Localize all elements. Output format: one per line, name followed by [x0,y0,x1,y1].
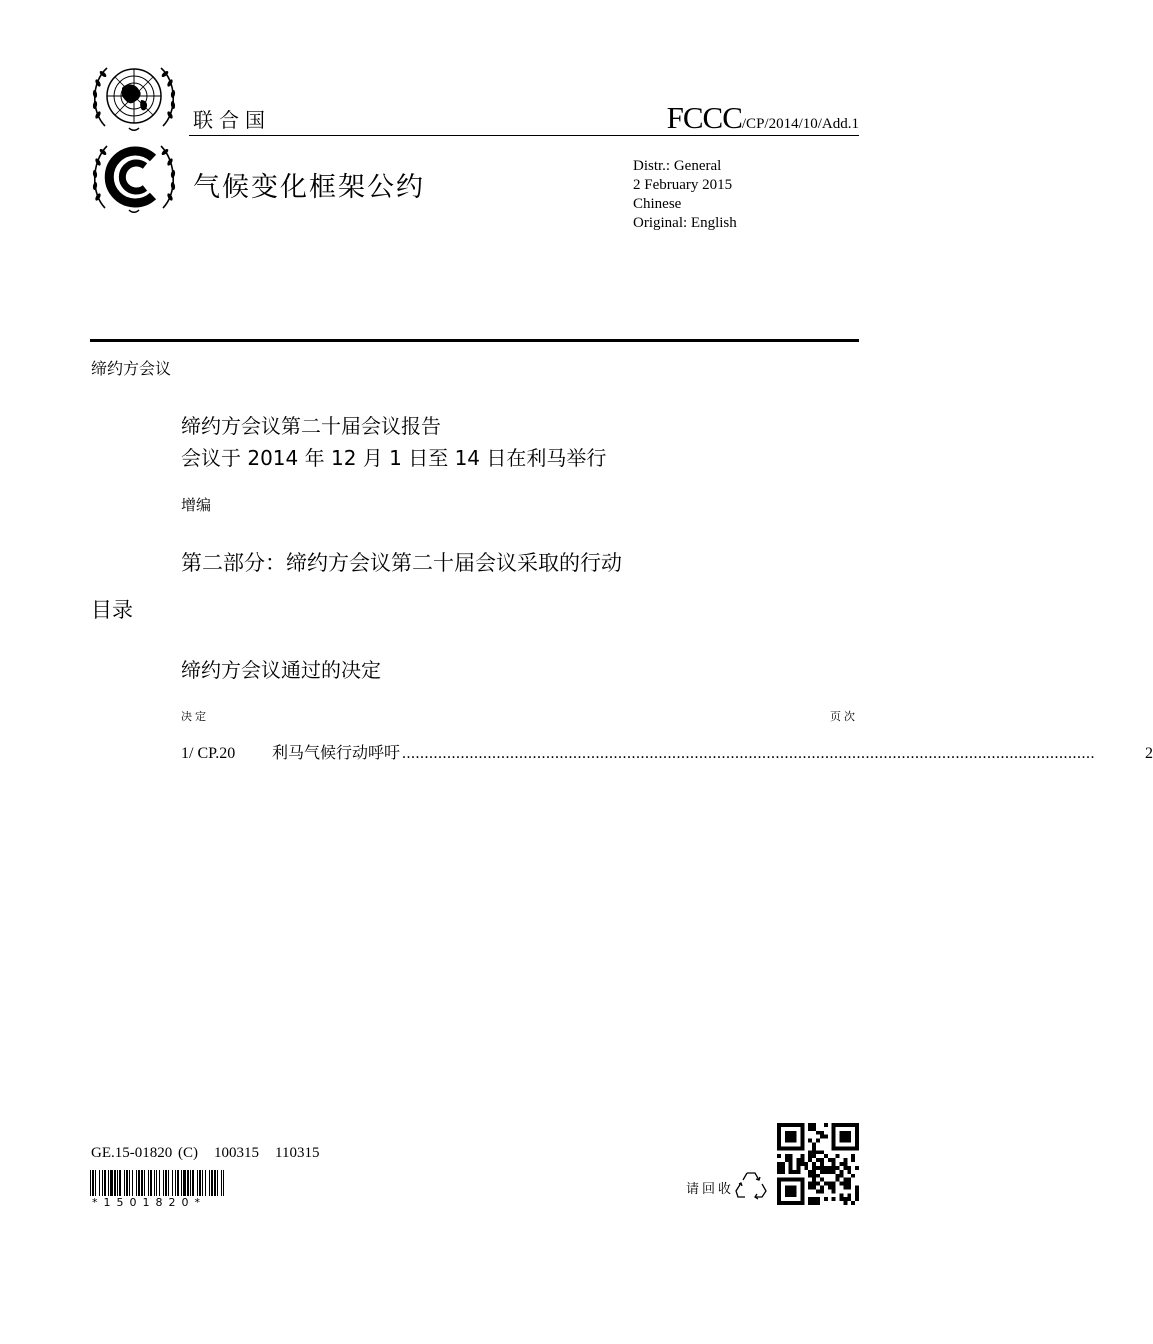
distribution-block [633,157,737,233]
header-rule [189,135,859,136]
distr-original: Original: English [633,215,737,231]
job-date-2: 110315 [275,1145,320,1161]
distr-date: 2 February 2015 [633,177,733,193]
job-code: GE.15-01820 (C) [91,1145,198,1161]
section-heading: 缔约方会议通过的决定 [181,658,381,682]
toc-entry-title: 利马气候行动呼吁 [272,745,401,762]
toc-leader-dots: .......................................................................................................................................................... [402,745,1096,762]
toc-entry-number: 1/ CP.20 [181,745,236,762]
body-name: 缔约方会议 [91,359,172,378]
unfccc-emblem-icon [89,140,179,215]
recycle-icon [735,1169,767,1199]
barcode-icon [90,1170,224,1196]
symbol-suffix: /CP/2014/10/Add.1 [741,116,859,132]
report-title-line2: 会议于 2014 年 12 月 1 日至 14 日在利马举行 [181,446,607,470]
addendum-label: 增编 [181,496,212,514]
qr-code-icon [777,1123,859,1205]
part-title: 第二部分：缔约方会议第二十届会议采取的行动 [181,551,622,575]
distr-line: Distr.: General [633,158,722,174]
document-symbol [667,100,859,136]
un-emblem-icon [89,60,179,135]
report-title-line1: 缔约方会议第二十届会议报告 [181,414,441,438]
barcode-text: *1501820* [92,1196,206,1209]
symbol-main: FCCC [666,100,742,135]
toc-entry-page: 2 [1145,745,1153,762]
column-header-page: 页次 [830,710,858,723]
job-date-1: 100315 [214,1145,259,1161]
column-header-decision: 决定 [181,710,209,723]
contents-heading: 目录 [91,598,133,622]
thick-rule [90,339,859,342]
org-name: 联合国 [193,108,271,132]
toc-entry[interactable] [181,740,1153,763]
distr-language: Chinese [633,196,682,212]
recycle-label: 请回收 [686,1182,735,1197]
job-number [91,1145,335,1162]
report-title [181,410,606,474]
convention-name: 气候变化框架公约 [193,172,425,203]
